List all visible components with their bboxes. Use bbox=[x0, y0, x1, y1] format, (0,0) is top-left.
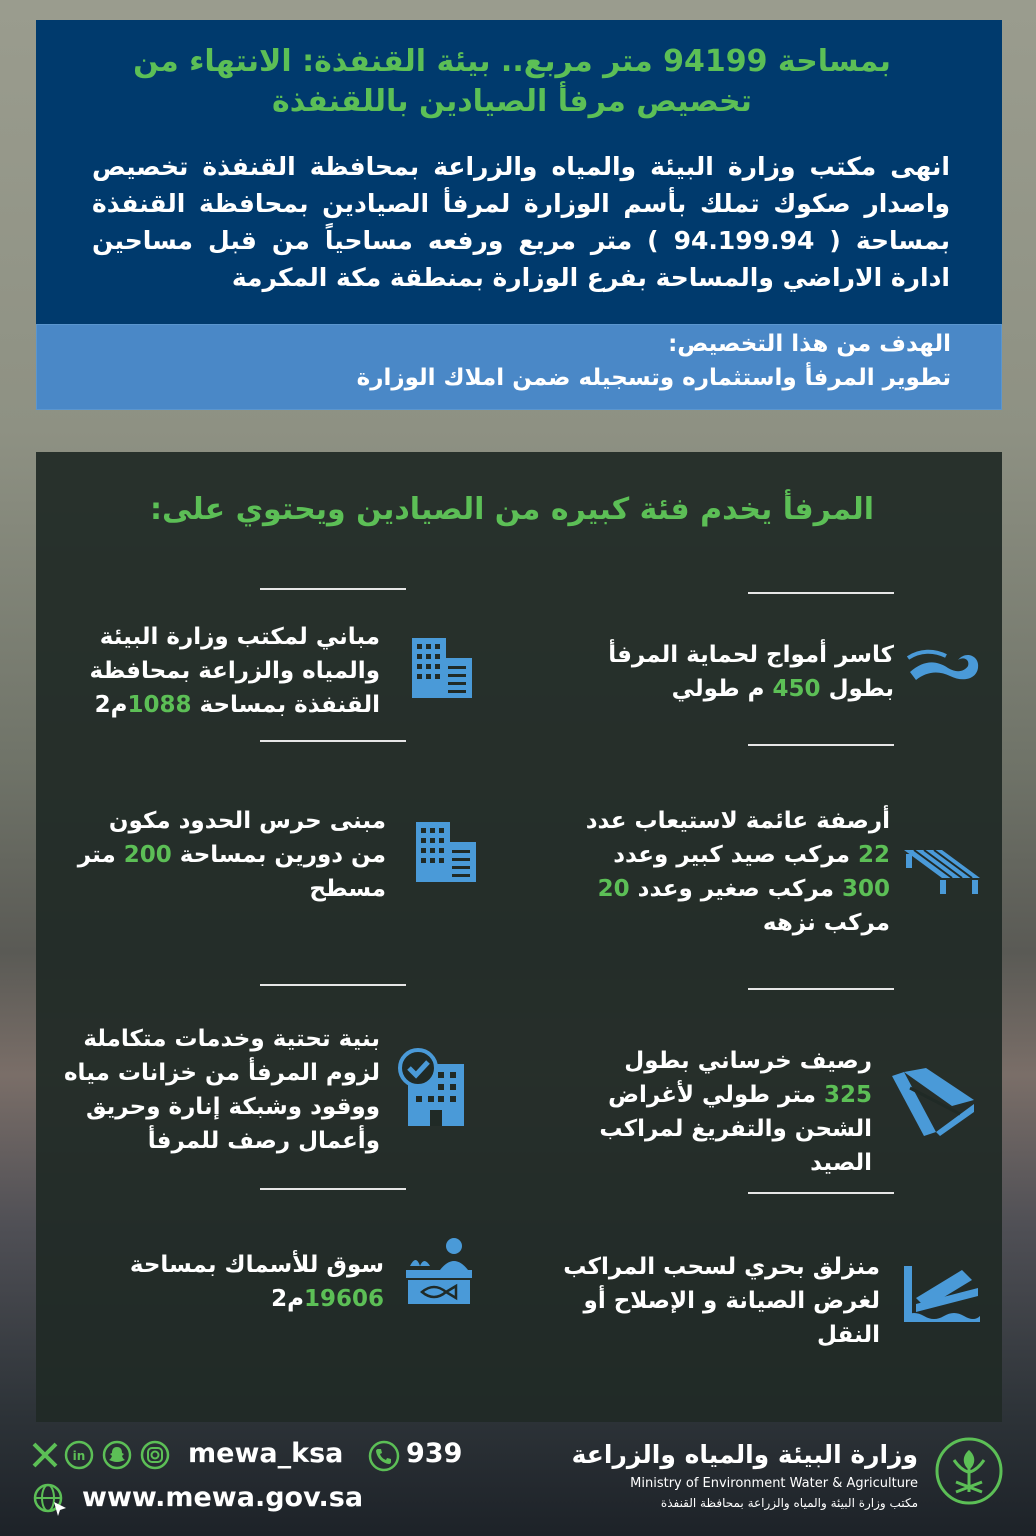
header-panel bbox=[36, 20, 1002, 326]
floating-dock-icon bbox=[902, 840, 982, 900]
feature-slipway: منزلق بحري لسحب المراكب لغرض الصيانة و الإصلاح أو النقل bbox=[563, 1254, 880, 1348]
wave-icon bbox=[906, 646, 982, 686]
linkedin-icon[interactable] bbox=[64, 1440, 94, 1470]
feature-fish-market: سوق للأسماك بمساحة 19606م2 bbox=[129, 1252, 384, 1312]
goal-title: الهدف من هذا التخصيص: bbox=[668, 331, 951, 357]
page-title: بمساحة 94199 متر مربع.. بيئة القنفذة: الانتهاء من تخصيص مرفأ الصيادين باللقنفذة bbox=[133, 44, 891, 119]
fish-market-icon bbox=[404, 1236, 474, 1306]
goal-box bbox=[36, 324, 1002, 410]
divider bbox=[748, 988, 894, 990]
phone-number[interactable]: 939 bbox=[406, 1438, 463, 1469]
goal-text: تطوير المرفأ واستثماره وتسجيله ضمن املاك الوزارة bbox=[356, 365, 951, 391]
header-body-text: انهى مكتب وزارة البيئة والمياه والزراعة بمحافظة القنفذة تخصيص واصدار صكوك تملك بأسم الوزارة لمرفأ الصيادين بمحافظة القنفذة بمساحة ( 94.199.94 ) متر مربع ورفعه مساحياً من قبل مساحين ادارة الاراضي والمساحة بفرع الوزارة بمنطقة مكة المكرمة bbox=[92, 152, 950, 292]
divider bbox=[260, 984, 406, 986]
divider bbox=[748, 744, 894, 746]
concrete-quay-icon bbox=[890, 1066, 976, 1138]
feature-concrete-quay: رصيف خرساني بطول 325 متر طولي لأغراض الشحن والتفريغ لمراكب الصيد bbox=[599, 1048, 872, 1176]
ministry-logo bbox=[934, 1436, 1004, 1506]
divider bbox=[260, 1188, 406, 1190]
divider bbox=[748, 1192, 894, 1194]
feature-breakwater: كاسر أمواج لحماية المرفأ بطول 450 م طولي bbox=[608, 642, 894, 702]
globe-icon bbox=[32, 1482, 68, 1518]
features-panel bbox=[36, 452, 1002, 1422]
slipway-icon bbox=[902, 1264, 980, 1324]
ministry-name-english: Ministry of Environment Water & Agriculture bbox=[630, 1476, 918, 1491]
divider bbox=[748, 592, 894, 594]
phone-icon bbox=[368, 1440, 400, 1472]
instagram-icon[interactable] bbox=[140, 1440, 170, 1470]
building-icon bbox=[414, 818, 478, 884]
feature-floating-docks: أرصفة عائمة لاستيعاب عدد 22 مركب صيد كبير وعدد 300 مركب صغير وعدد 20 مركب نزهه bbox=[585, 808, 890, 936]
feature-border-guard: مبنى حرس الحدود مكون من دورين بمساحة 200 متر مسطح bbox=[77, 808, 386, 902]
feature-infrastructure: بنية تحتية وخدمات متكاملة لزوم المرفأ من خزانات مياه ووقود وشبكة إنارة وحريق وأعمال رصف للمرفأ bbox=[63, 1026, 380, 1154]
divider bbox=[260, 588, 406, 590]
office-building-icon bbox=[410, 634, 474, 700]
ministry-branch: مكتب وزارة البيئة والمياه والزراعة بمحافظة القنفذة bbox=[660, 1496, 918, 1510]
ministry-name-arabic: وزارة البيئة والمياه والزراعة bbox=[571, 1440, 918, 1469]
feature-offices: مباني لمكتب وزارة البيئة والمياه والزراعة بمحافظة القنفذة بمساحة 1088م2 bbox=[89, 624, 380, 718]
checked-building-icon bbox=[398, 1048, 470, 1128]
snapchat-icon[interactable] bbox=[102, 1440, 132, 1470]
divider bbox=[260, 740, 406, 742]
social-handle[interactable]: mewa_ksa bbox=[188, 1438, 344, 1469]
website-link[interactable]: www.mewa.gov.sa bbox=[82, 1482, 364, 1513]
x-icon[interactable] bbox=[30, 1440, 60, 1470]
svg-text:in: in bbox=[72, 1449, 86, 1463]
features-heading: المرفأ يخدم فئة كبيره من الصيادين ويحتوي على: bbox=[150, 492, 874, 527]
